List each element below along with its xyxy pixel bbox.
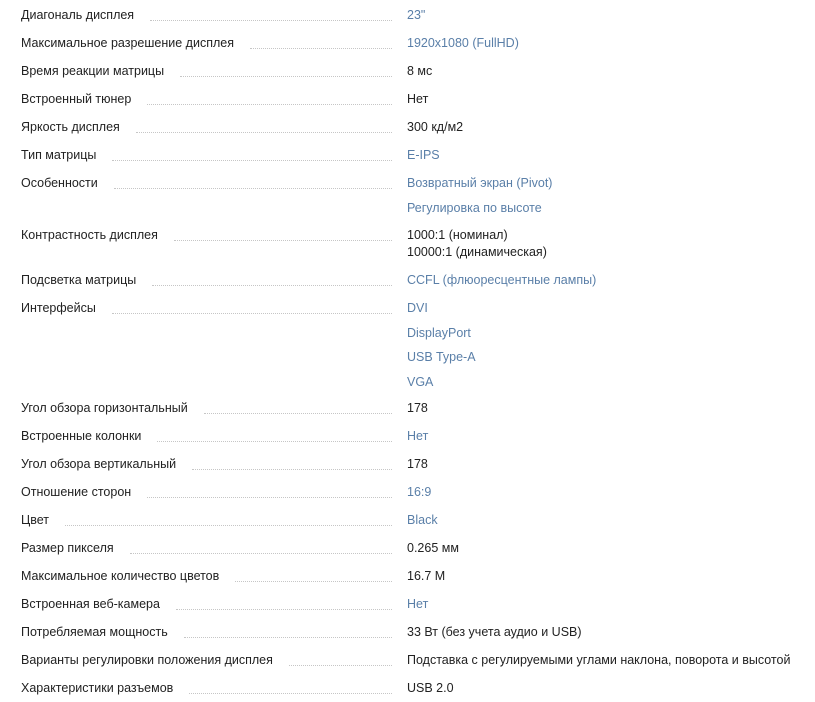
- spec-value-link[interactable]: Нет: [407, 429, 429, 443]
- spec-values: [407, 618, 815, 643]
- dotted-leader: [176, 609, 392, 610]
- spec-row: [0, 674, 815, 702]
- spec-label: Контрастность дисплея: [21, 228, 158, 242]
- spec-values: [407, 646, 815, 671]
- spec-values: [407, 534, 815, 559]
- spec-row: [0, 394, 815, 422]
- spec-label: Отношение сторон: [21, 485, 132, 499]
- spec-row: [0, 57, 815, 85]
- dotted-leader: [147, 497, 392, 498]
- spec-value: 33 Вт (без учета аудио и USB): [407, 625, 582, 639]
- spec-values: [407, 562, 815, 587]
- spec-value-link[interactable]: 1920x1080 (FullHD): [407, 36, 519, 50]
- spec-values: [407, 450, 815, 475]
- dotted-leader: [250, 48, 392, 49]
- dotted-leader: [152, 285, 392, 286]
- spec-label: Цвет: [21, 513, 50, 527]
- spec-label: Время реакции матрицы: [21, 64, 165, 78]
- spec-label: Максимальное количество цветов: [21, 569, 220, 583]
- spec-label: Подсветка матрицы: [21, 273, 137, 287]
- dotted-leader: [130, 553, 392, 554]
- spec-value-link[interactable]: Возвратный экран (Pivot): [407, 176, 553, 190]
- spec-value-link[interactable]: USB Type-A: [407, 350, 476, 364]
- spec-values: [407, 221, 815, 261]
- spec-label: Угол обзора горизонтальный: [21, 401, 188, 415]
- dotted-leader: [174, 240, 392, 241]
- spec-values: [407, 141, 815, 166]
- spec-value-link[interactable]: Регулировка по высоте: [407, 200, 542, 215]
- spec-value-link[interactable]: VGA: [407, 374, 434, 389]
- dotted-leader: [112, 313, 392, 314]
- spec-label: Варианты регулировки положения дисплея: [21, 653, 273, 667]
- dotted-leader: [180, 76, 392, 77]
- spec-values: [407, 266, 815, 291]
- spec-row: [0, 618, 815, 646]
- spec-values: [407, 85, 815, 110]
- spec-row: [0, 141, 815, 169]
- spec-value: 178: [407, 401, 428, 415]
- spec-row: [0, 422, 815, 450]
- dotted-leader: [136, 132, 392, 133]
- spec-row: [0, 113, 815, 141]
- spec-row: [0, 266, 815, 294]
- spec-label: Максимальное разрешение дисплея: [21, 36, 234, 50]
- spec-value-link[interactable]: E-IPS: [407, 148, 440, 162]
- spec-value: 178: [407, 457, 428, 471]
- spec-row: [0, 506, 815, 534]
- spec-values: [407, 169, 815, 218]
- spec-row: [0, 562, 815, 590]
- spec-values: [407, 294, 815, 392]
- spec-row: [0, 646, 815, 674]
- dotted-leader: [112, 160, 392, 161]
- spec-row: [0, 169, 815, 215]
- dotted-leader: [184, 637, 392, 638]
- spec-value-link[interactable]: Black: [407, 513, 438, 527]
- dotted-leader: [192, 469, 392, 470]
- spec-label: Встроенные колонки: [21, 429, 142, 443]
- spec-value-link[interactable]: DisplayPort: [407, 325, 471, 340]
- spec-label: Характеристики разъемов: [21, 681, 174, 695]
- spec-value-link[interactable]: 16:9: [407, 485, 432, 499]
- dotted-leader: [157, 441, 392, 442]
- spec-row: [0, 85, 815, 113]
- spec-values: [407, 57, 815, 82]
- dotted-leader: [189, 693, 392, 694]
- spec-label: Тип матрицы: [21, 148, 97, 162]
- spec-value-link[interactable]: Нет: [407, 597, 429, 611]
- spec-label: Интерфейсы: [21, 301, 96, 315]
- spec-value: Подставка с регулируемыми углами наклона, поворота и высотой: [407, 653, 791, 667]
- spec-row: [0, 450, 815, 478]
- spec-values: [407, 674, 815, 699]
- dotted-leader: [65, 525, 392, 526]
- spec-value: USB 2.0: [407, 681, 454, 695]
- spec-value: 8 мс: [407, 64, 433, 78]
- dotted-leader: [114, 188, 392, 189]
- spec-row: [0, 221, 815, 259]
- spec-label: Встроенная веб-камера: [21, 597, 160, 611]
- spec-label: Диагональ дисплея: [21, 8, 135, 22]
- dotted-leader: [204, 413, 392, 414]
- dotted-leader: [147, 104, 392, 105]
- spec-value-line: 10000:1 (динамическая): [407, 245, 547, 259]
- spec-value-link[interactable]: 23": [407, 8, 426, 22]
- spec-values: [407, 29, 815, 54]
- spec-value-link[interactable]: CCFL (флюоресцентные лампы): [407, 273, 597, 287]
- spec-values: [407, 590, 815, 615]
- spec-value-line: 1000:1 (номинал): [407, 228, 508, 242]
- spec-value-multiline: [407, 221, 815, 261]
- spec-value: 0.265 мм: [407, 541, 459, 555]
- spec-values: [407, 394, 815, 419]
- spec-label: Яркость дисплея: [21, 120, 120, 134]
- spec-label: Потребляемая мощность: [21, 625, 168, 639]
- spec-row: [0, 590, 815, 618]
- dotted-leader: [150, 20, 392, 21]
- spec-value: 300 кд/м2: [407, 120, 464, 134]
- spec-row: [0, 294, 815, 389]
- spec-values: [407, 422, 815, 447]
- spec-value-link[interactable]: DVI: [407, 301, 428, 315]
- spec-label: Угол обзора вертикальный: [21, 457, 177, 471]
- dotted-leader: [289, 665, 392, 666]
- spec-values: [407, 113, 815, 138]
- spec-values: [407, 1, 815, 26]
- spec-value: 16.7 M: [407, 569, 446, 583]
- dotted-leader: [235, 581, 392, 582]
- spec-row: [0, 478, 815, 506]
- spec-row: [0, 29, 815, 57]
- spec-values: [407, 506, 815, 531]
- spec-row: [0, 534, 815, 562]
- spec-label: Особенности: [21, 176, 98, 190]
- spec-row: [0, 1, 815, 29]
- spec-values: [407, 478, 815, 503]
- spec-label: Встроенный тюнер: [21, 92, 132, 106]
- spec-value: Нет: [407, 92, 429, 106]
- spec-label: Размер пикселя: [21, 541, 114, 555]
